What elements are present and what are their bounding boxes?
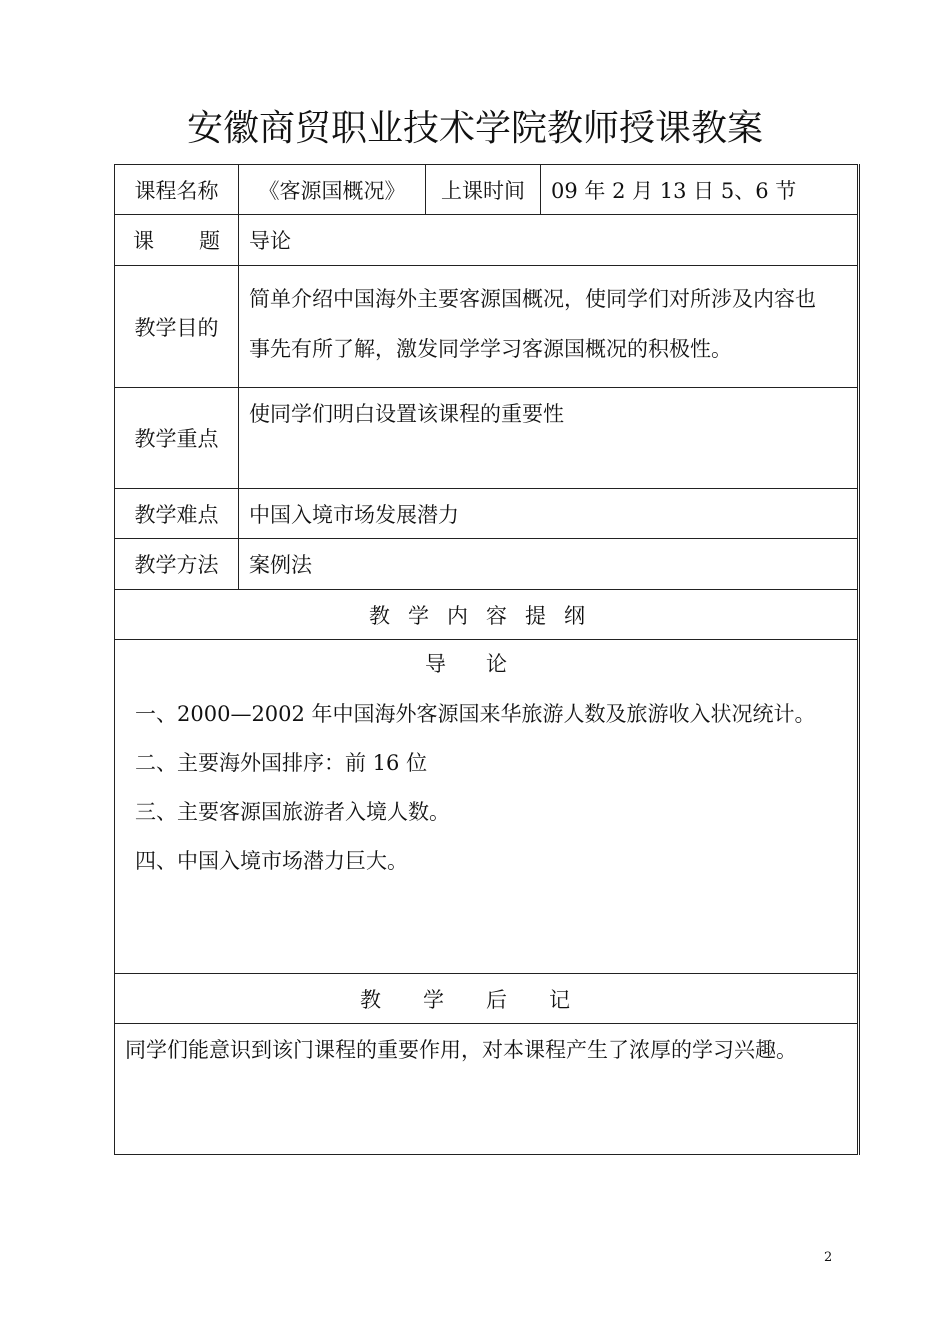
method-label: 教学方法 <box>115 539 239 590</box>
class-time-label: 上课时间 <box>426 165 541 215</box>
outline-item: 一、2000—2002 年中国海外客源国来华旅游人数及旅游收入状况统计。 <box>135 702 816 726</box>
topic-label-right: 题 <box>199 229 220 253</box>
document-title: 安徽商贸职业技术学院教师授课教案 <box>186 108 763 149</box>
key-point-value: 使同学们明白设置该课程的重要性 <box>239 388 859 489</box>
objective-label: 教学目的 <box>115 266 239 388</box>
course-row <box>115 165 859 215</box>
difficulty-label: 教学难点 <box>115 489 239 539</box>
key-point-label: 教学重点 <box>115 388 239 489</box>
course-name-label: 课程名称 <box>115 165 239 215</box>
objective-value <box>239 266 859 388</box>
outline-item: 四、中国入境市场潜力巨大。 <box>135 849 408 873</box>
outline-sub-title: 导论 <box>425 652 547 676</box>
topic-label <box>115 225 238 255</box>
lesson-plan-table <box>114 164 860 1155</box>
topic-label-left: 课 <box>133 229 154 253</box>
postscript-heading-row <box>115 974 859 1024</box>
outline-item: 三、主要客源国旅游者入境人数。 <box>135 800 450 824</box>
topic-label-cell <box>115 215 239 266</box>
objective-row <box>115 266 859 388</box>
method-value: 案例法 <box>239 539 859 590</box>
postscript-row <box>115 1024 859 1155</box>
course-name-value: 《客源国概况》 <box>239 165 426 215</box>
class-time-value: 09 年 2 月 13 日 5、6 节 <box>541 165 859 215</box>
difficulty-row <box>115 489 859 539</box>
outline-heading-row <box>115 590 859 640</box>
objective-line-2: 事先有所了解，激发同学学习客源国概况的积极性。 <box>249 336 732 361</box>
postscript-heading: 教学后记 <box>115 974 859 1024</box>
key-point-row <box>115 388 859 489</box>
objective-line-1: 简单介绍中国海外主要客源国概况，使同学们对所涉及内容也 <box>249 286 816 311</box>
outline-heading: 教学内容提纲 <box>115 590 859 640</box>
topic-row <box>115 215 859 266</box>
postscript-text: 同学们能意识到该门课程的重要作用，对本课程产生了浓厚的学习兴趣。 <box>115 1024 859 1155</box>
outline-content-row <box>115 640 859 974</box>
difficulty-value: 中国入境市场发展潜力 <box>239 489 859 539</box>
page-number: 2 <box>824 1250 833 1265</box>
outline-content <box>115 640 859 974</box>
method-row <box>115 539 859 590</box>
outline-item: 二、主要海外国排序：前 16 位 <box>135 751 428 775</box>
topic-value: 导论 <box>239 215 859 266</box>
